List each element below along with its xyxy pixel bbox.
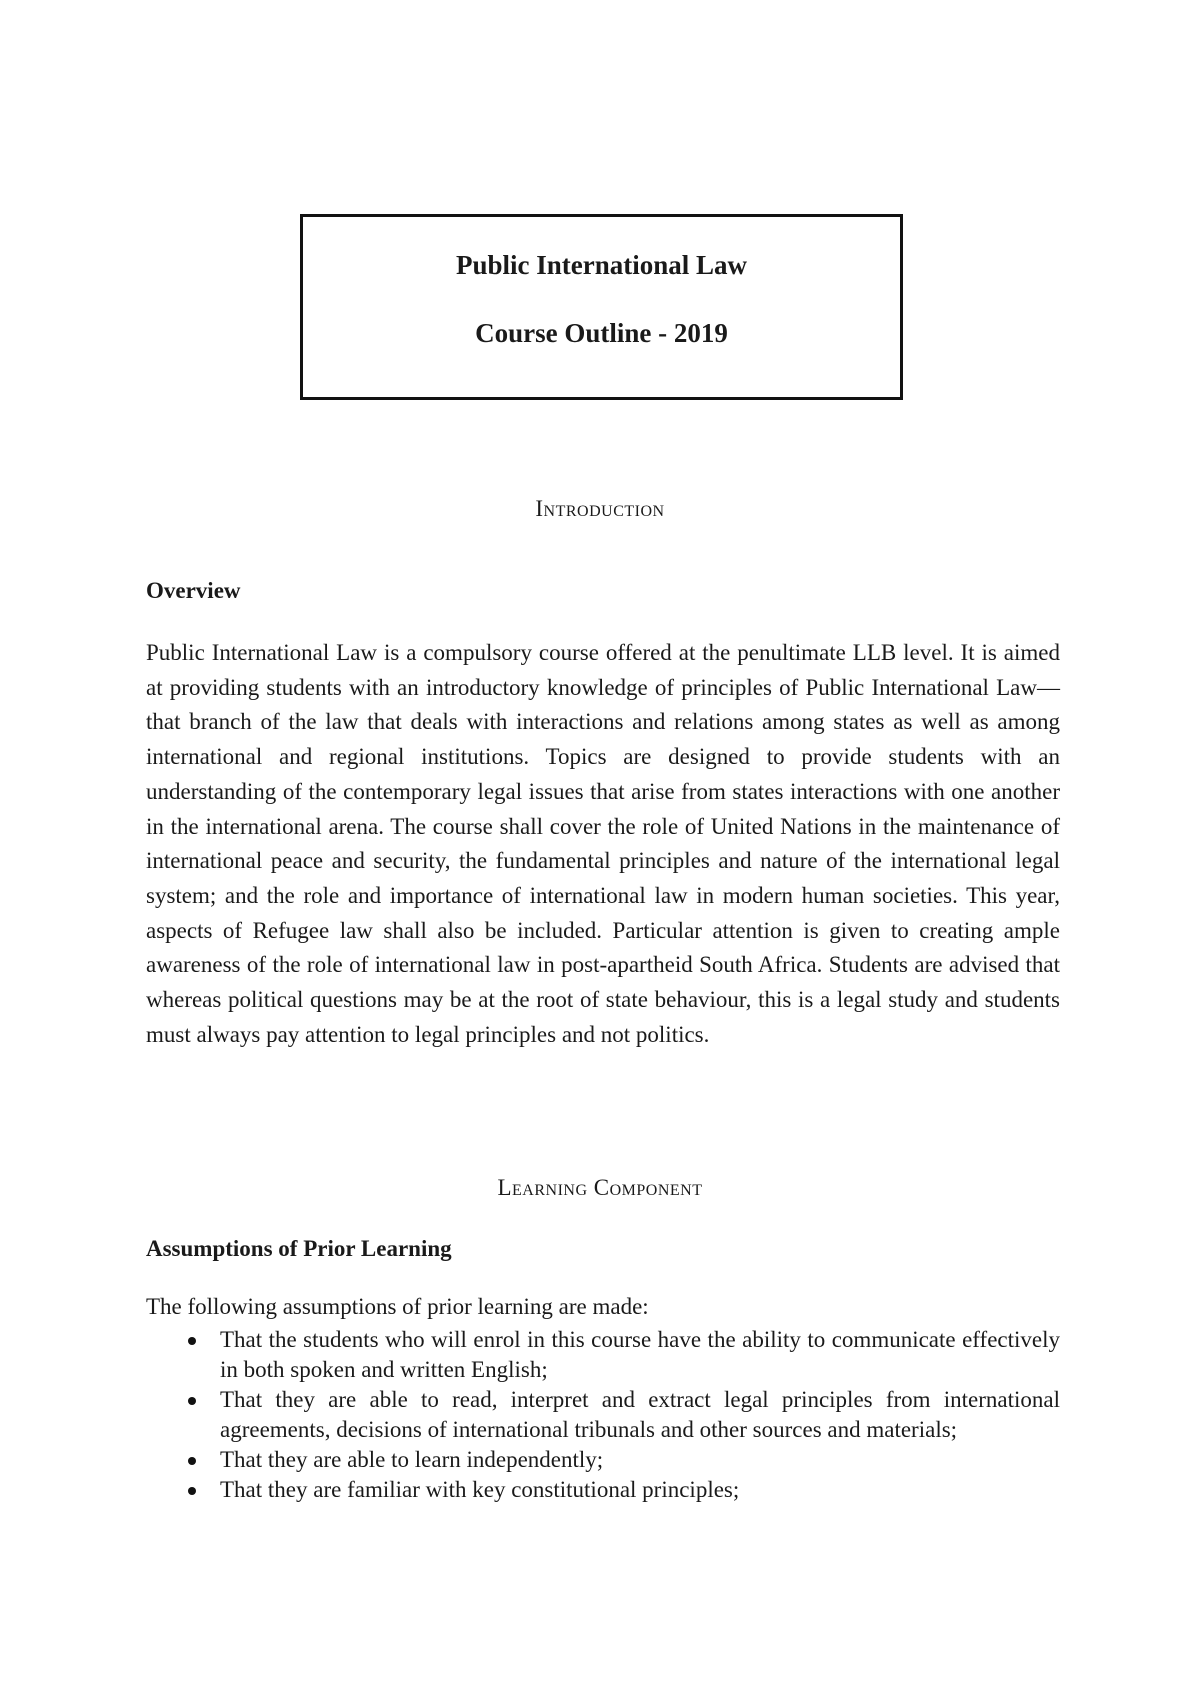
list-item [146,1445,1060,1475]
bullet-icon [188,1397,196,1405]
list-item [146,1325,1060,1385]
course-outline-title: Course Outline - 2019 [475,318,728,348]
assumptions-list [146,1325,1060,1505]
title-box [300,214,903,400]
bullet-icon [188,1337,196,1345]
overview-heading: Overview [146,578,241,603]
bullet-icon [188,1457,196,1465]
list-item-text: That they are familiar with key constitutional principles; [220,1477,740,1502]
list-item-text: That the students who will enrol in this course have the ability to communicate effectively in both spoken and written English; [220,1327,1060,1382]
list-item [146,1385,1060,1445]
bullet-icon [188,1487,196,1495]
assumptions-lead: The following assumptions of prior learning are made: [146,1294,649,1319]
list-item-text: That they are able to read, interpret and extract legal principles from international agreements, decisions of international tribunals and other sources and materials; [220,1387,1060,1442]
overview-paragraph: Public International Law is a compulsory course offered at the penultimate LLB level. It is aimed at providing students with an introductory knowledge of principles of Public International Law—that branch of the law that deals with interactions and relations among states as well as among international and regional institutions. Topics are designed to provide students with an understanding of the contemporary legal issues that arise from states interactions with one another in the international arena. The course shall cover the role of United Nations in the maintenance of international peace and security, the fundamental principles and nature of the international legal system; and the role and importance of international law in modern human societies. This year, aspects of Refugee law shall also be included. Particular attention is given to creating ample awareness of the role of international law in post-apartheid South Africa. Students are advised that whereas political questions may be at the root of state behaviour, this is a legal study and students must always pay attention to legal principles and not politics. [146,640,1060,1047]
assumptions-heading: Assumptions of Prior Learning [146,1236,452,1261]
course-title: Public International Law [455,250,748,280]
introduction-heading: Introduction [535,496,665,521]
learning-component-heading: Learning Component [497,1175,703,1200]
list-item-text: That they are able to learn independently; [220,1447,604,1472]
list-item [146,1475,1060,1505]
